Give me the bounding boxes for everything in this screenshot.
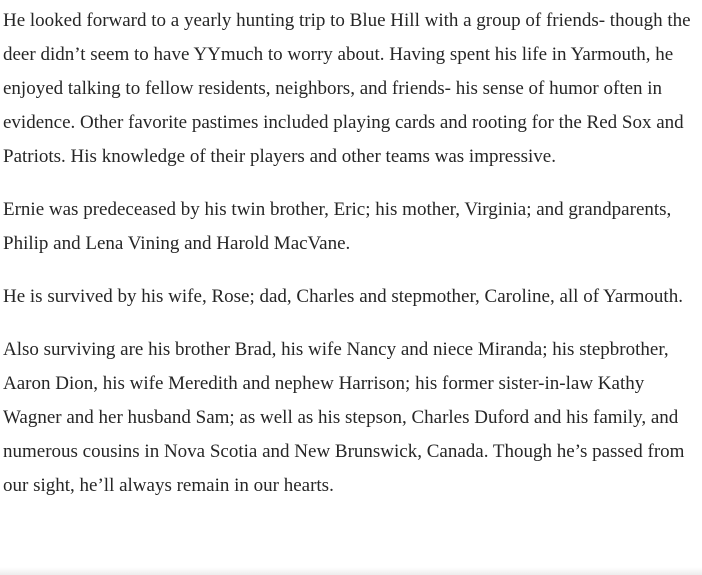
paragraph-hobbies: He looked forward to a yearly hunting trip to Blue Hill with a group of friends- though the deer didn’t seem to have YYmuch to worry about. Having spent his life in Yarmouth, he enjoyed talking to fellow residents, neighbors, and friends- his sense of humor often in evidence. Other favorite pastimes included playing cards and rooting for the Red Sox and Patriots. His knowledge of their players and other teams was impressive. xyxy=(3,10,691,167)
paragraph-predeceased: Ernie was predeceased by his twin brother, Eric; his mother, Virginia; and grandparents, Philip and Lena Vining and Harold MacVane. xyxy=(3,199,672,254)
paragraph-survived-by: He is survived by his wife, Rose; dad, Charles and stepmother, Caroline, all of Yarmouth. xyxy=(3,286,683,307)
obituary-article xyxy=(3,4,698,503)
paragraph-also-surviving: Also surviving are his brother Brad, his wife Nancy and niece Miranda; his stepbrother, Aaron Dion, his wife Meredith and nephew Harrison; his former sister-in-law Kathy Wagner and her husband Sam; as well as his stepson, Charles Duford and his family, and numerous cousins in Nova Scotia and New Brunswick, Canada. Though he’s passed from our sight, he’ll always remain in our hearts. xyxy=(3,339,685,496)
bottom-fade xyxy=(0,567,702,575)
